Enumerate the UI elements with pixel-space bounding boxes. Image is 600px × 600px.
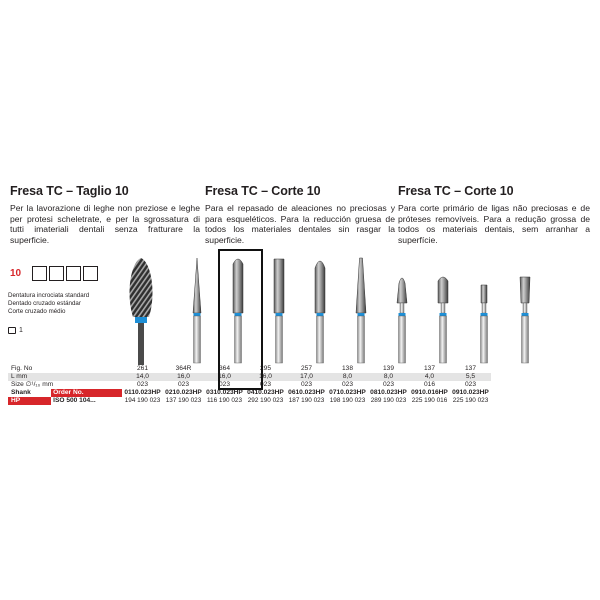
iso-cell: 198 190 023 [329,397,366,404]
hp-tag: HP [8,397,51,405]
pack-quantity-value: 1 [19,327,23,334]
iso-cell: 194 190 023 [124,397,161,404]
iso-cell: 289 190 023 [370,397,407,404]
bur-137 [481,285,488,363]
block-text: Per la lavorazione di leghe non preziose e leghe per protesi scheletrate, e per la sgrossatura di tutti imateriali dentali senza fratturare la superficie. [10,203,200,245]
fig-cell: 364R [175,365,192,372]
fig-cell: 139 [382,365,394,372]
order-cell: 0210.023HP [163,389,204,397]
cut-line: Dentatura incrociata standard [8,292,90,299]
order-label: Order No. [51,389,122,397]
selected-item-frame [218,249,263,390]
iso-cell: 225 190 016 [411,397,448,404]
length-cell: 4,0 [409,373,450,381]
size-cell: 023 [177,381,189,388]
size-cell: 023 [136,381,148,388]
bur-illustrations [0,255,600,365]
bur-364 [274,259,284,363]
length-cell: 8,0 [368,373,409,381]
size-cell: 016 [423,381,435,388]
description-block-spanish [205,184,395,245]
order-cell: 0110.023HP [122,389,163,397]
order-cell: 0810.023HP [368,389,409,397]
description-block-portuguese [398,184,590,245]
size-label: Size ∅¹/₁₀ mm [11,381,54,388]
size-cell: 023 [218,381,230,388]
size-cell: 023 [382,381,394,388]
bur-257 [356,258,366,363]
bur-139 [438,277,448,363]
description-block-italian [10,184,200,245]
length-cell: 8,0 [327,373,368,381]
order-cell: 0310.023HP [204,389,245,397]
block-title: Fresa TC – Corte 10 [398,184,514,198]
shank-tag: Shank [8,389,51,397]
order-cell: 0410.023HP [245,389,286,397]
block-title: Fresa TC – Taglio 10 [10,184,129,198]
large-bur-photo [130,258,153,365]
fig-cell: 137 [464,365,476,372]
block-text: Para corte primário de ligas não preciosas e de próteses removíveis. Para a redução grossa de todos os materiais dentais, sem arranhar a superfície. [398,203,590,245]
fig-cell: 364 [218,365,230,372]
block-title: Fresa TC – Corte 10 [205,184,321,198]
iso-cell: 187 190 023 [288,397,325,404]
cut-line: Dentado cruzado estándar [8,300,81,308]
length-cell: 16,0 [204,373,245,381]
fig-label: Fig. No [11,365,33,372]
iso-cell: 137 190 023 [165,397,202,404]
size-cell: 023 [300,381,312,388]
fig-cell: 257 [300,365,312,372]
order-row [8,389,491,397]
length-label: L mm [8,373,122,381]
bur-261 [193,258,201,363]
fig-cell: 137 [423,365,435,372]
iso-label: ISO 500 104... [53,397,96,404]
bur-137 [520,277,530,363]
block-text: Para el repasado de aleaciones no preciosas y para esqueléticos. Para la reducción gruesa de todos los materiales dentales sin rasgar la superficie. [205,203,395,245]
size-cell: 023 [464,381,476,388]
iso-row [8,397,491,405]
order-cell: 0710.023HP [327,389,368,397]
size-cell: 023 [259,381,271,388]
order-cell: 0910.023HP [450,389,491,397]
iso-cell: 225 190 023 [452,397,489,404]
iso-cell: 292 190 023 [247,397,284,404]
size-cell: 023 [341,381,353,388]
cut-number: 10 [10,268,22,279]
bur-138 [397,278,407,363]
order-cell: 0910.016HP [409,389,450,397]
bur-295 [315,261,325,363]
fig-cell: 138 [341,365,353,372]
length-cell: 16,0 [163,373,204,381]
fig-cell: 295 [259,365,271,372]
fig-cell: 261 [136,365,148,372]
iso-cell: 116 190 023 [206,397,243,404]
length-cell: 17,0 [286,373,327,381]
length-cell: 5,5 [450,373,491,381]
cut-line: Corte cruzado médio [8,308,66,316]
length-cell: 16,0 [245,373,286,381]
length-cell: 14,0 [122,373,163,381]
order-cell: 0610.023HP [286,389,327,397]
